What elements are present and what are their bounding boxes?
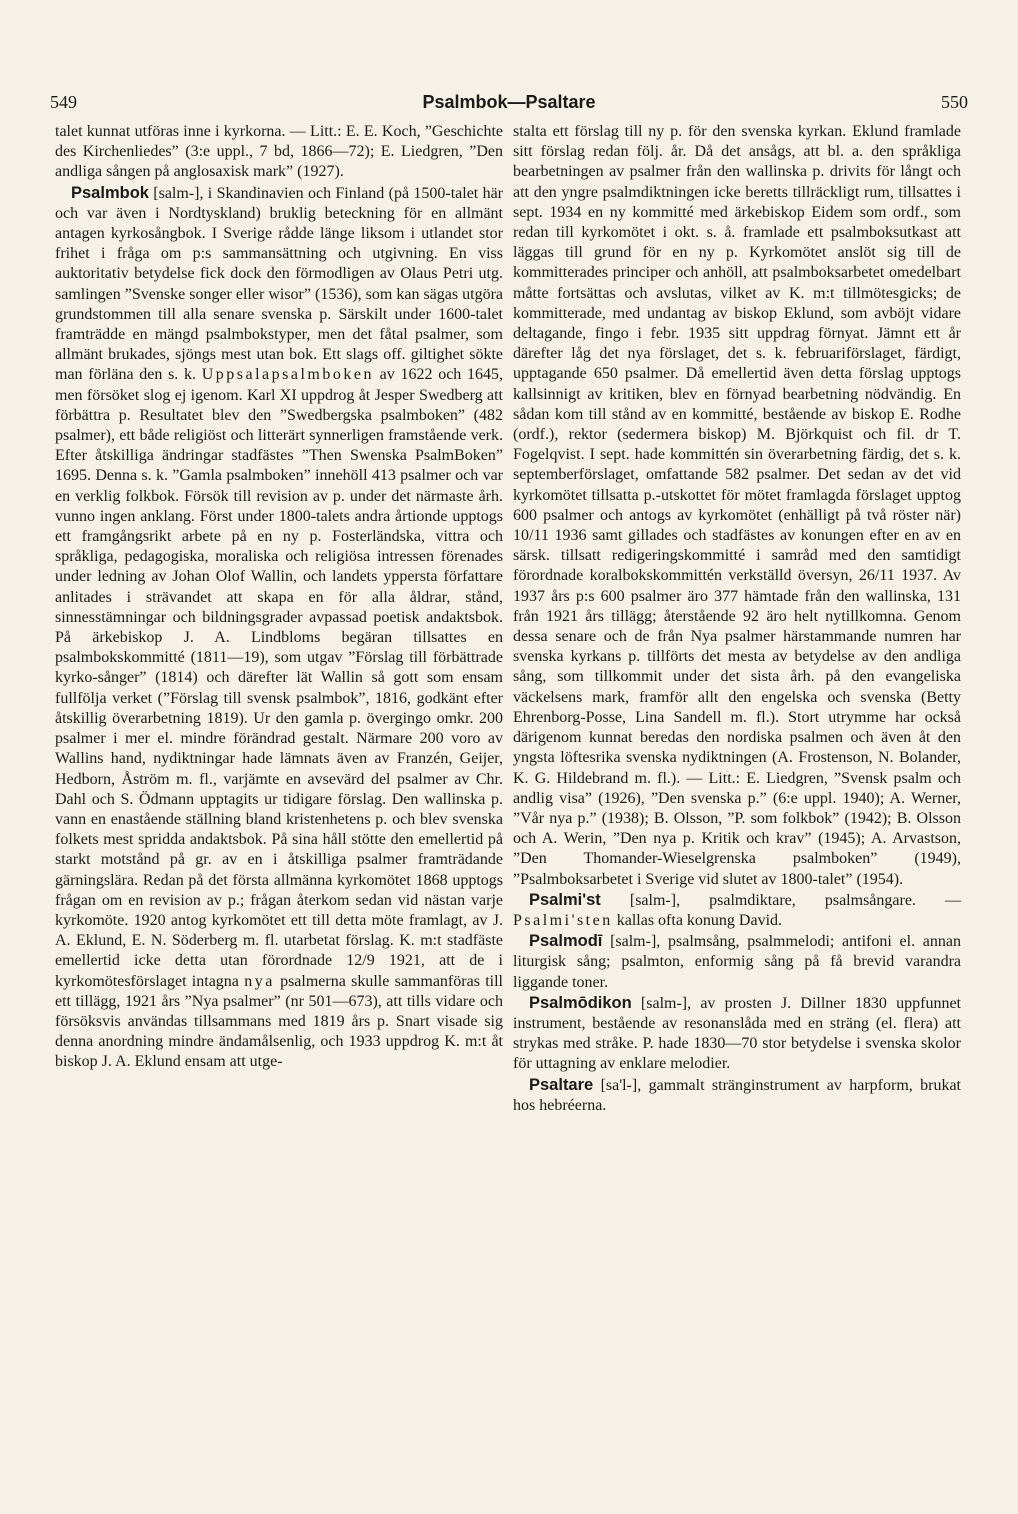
page-number-left: 549 bbox=[50, 92, 77, 112]
entry-text: [salm-], i Skandinavien och Finland (på 1500-talet här och var även i Nordtyskland) bruklig beteckning för en allmänt antagen kyrkosångbok. I Sverige rådde länge liksom i utlandet stor frihet i fråga om p:s sammansättning och utgivning. En viss auktoritativ betydelse fick dock den förmodligen av Olaus Petri utg. samlingen ”Svenske songer eller wisor” (1536), som kan sägas utgöra grundstommen till alla senare svenska p. Särskilt under 1600-talet framträdde en mängd psalmbokstyper, men det fåtal psalmer, som allmänt brukades, sjöngs mest utan bok. Ett slags off. giltighet sökte man förläna den s. k. bbox=[55, 184, 503, 384]
entry-text: [sa'l-], gammalt stränginstrument av harpform, brukat hos hebréerna. bbox=[513, 1076, 961, 1114]
entry-text: [salm-], psalmdiktare, psalmsångare. — bbox=[600, 891, 961, 909]
entry-text: 1937. Av 1937 års p:s 600 psalmer äro 377 hämtade från den wallinska, 131 från 1921 års tillägg; återstående 92 äro helt nytillkomna. Genom dessa senare och de från Nya psalmer härstammande numren har svenska kyrkans p. tillförts det mesta av betydelse av den andliga sång, som tillkommit under det sista årh. på den evangeliska väckelsens mark, framför allt den engelska och svenska (Betty Ehrenborg-Posse, Lina Sandell m. fl.). Stort utrymme har också därigenom kunnat beredas den nordiska psalmen och även åt den yngsta löftesrika svenska nydiktningen (A. Frostenson, N. Bolander, K. G. Hildebrand m. fl.). — Litt.: E. Liedgren, ”Svensk psalm och andlig visa” (1926), ”Den svenska p.” (6:e uppl. 1940); A. Werner, ”Vår nya p.” (1938); B. Olsson, ”P. som folkbok” (1942); B. Olsson och A. Werin, ”Den nya p. Kritik och krav” (1945); A. Arvastson, ”Den Thomander-Wieselgrenska psalmboken” (1949), ”Psalmboksarbetet i Sverige vid slutet av 1800-talet” (1954). bbox=[513, 567, 961, 888]
entry-psalmbok bbox=[55, 183, 503, 1073]
entry-text: 1921, att de i kyrkomötesförslaget intagna bbox=[55, 952, 503, 990]
entry-text: stalta ett förslag till ny p. för den svenska kyrkan. Eklund framlade sitt förslag redan följ. år. Då det ansågs, att bl. a. den språkliga bearbetningen av psalmer från den wallinska p. drivits för långt och att den yngre psalmdiktningen icke beretts tillräckligt rum, tillsattes i sept. 1934 en ny kommitté med ärkebiskop Eidem som ordf., som redan till kyrkomötet i okt. s. å. framlade ett psalmboksutkast att läggas till grund för en ny p. Kyrkomötet anslöt sig till de kommitterades principer och anhöll, att psalmboksarbetet omedelbart måtte fortsättas och avslutas, vilket av K. m:t tillmötesgicks; de kommitterade, med undantag av biskop Eklund, som avböjt vidare deltagande, fingo i febr. 1935 sitt uppdrag förnyat. Jämnt ett år därefter låg det nya förslaget, det s. k. februariförslaget, färdigt, upptagande 650 psalmer. Då emellertid även detta förslag upptogs kallsinnigt av kritiken, blev en förnyad bearbetning nödvändig. En sådan kom till stånd av en kommitté, bestående av biskop E. Rodhe (ordf.), rektor (sedermera biskop) M. Björkquist och fil. dr T. Fogelqvist. I sept. hade kommittén sin överarbetning färdig, det s. k. septemberförslaget, omfattande 582 psalmer. Det sedan av det vid kyrkomötet tillsatta p.-utskottet för mötet framlagda förslaget upptog 600 psalmer och antogs av kyrkomötet (enhälligt på två röster när) bbox=[513, 123, 961, 524]
page-number-right: 550 bbox=[941, 92, 968, 112]
date-fraction: 12/9 bbox=[346, 952, 375, 970]
date-fraction: 10/11 bbox=[513, 527, 549, 545]
headword: Psalmodī bbox=[529, 932, 603, 951]
entry-text: av 1622 och 1645, men försöket slog ej igenom. Karl XI uppdrog åt Jesper Swedberg att förbättra p. Resultatet blev den ”Swedbergska psalmboken” (482 psalmer), ett både religiöst och litterärt synnerligen framstående verk. Efter åtskilliga ändringar stadfästes ”Then Swenska PsalmBoken” 1695. Denna s. k. ”Gamla psalmboken” innehöll 413 psalmer och var en verklig folkbok. Försök till revision av p. under det närmaste årh. vunno ingen anklang. Först under 1800-talets andra årtionde upptogs ett framgångsrikt arbete på en ny p. Fosterländska, vittra och språkliga, pedagogiska, moraliska och religiösa intressen förenades under ledning av Johan Olof Wallin, och landets yppersta författare anlitades i strävandet att skapa en för alla åldrar, stånd, sinnesstämningar och bildningsgrader avpassad poetisk andaktsbok. På ärkebiskop J. A. Lindbloms begäran tillsattes en psalmbokskommitté (1811—19), som utgav ”Förslag till förbättrade kyrko-sånger” (1814) och därefter lät Wallin så gott som ensam fullfölja verket (”Förslag till svensk psalmbok”, 1816, godkänt efter åtskillig överarbetning 1819). Ur den gamla p. övergingo omkr. 200 psalmer i mer el. mindre förändrad gestalt. Närmare 200 voro av Wallins hand, nydiktningar hade lämnats även av Franzén, Geijer, Hedborn, Åström m. fl., varjämte en avsevärd del psalmer av Chr. Dahl och S. Ödmann upptagits ur tidigare förslag. Den wallinska p. vann en enastående ställning bland kristenhetens p. och blev svenska folkets mest spridda andaktsbok. På sina håll stötte den emellertid på starkt motstånd på gr. av en i åtskilliga psalmer framträdande gärningslära. Redan på det första allmänna kyrkomötet 1868 upptogs frågan om en revision av p.; frågan återkom sedan vid nästan varje kyrkomöte. 1920 antog kyrkomötet ett till detta möte framlagt, av J. A. Eklund, E. N. Söderberg m. fl. utarbetat förslag. K. m:t stadfäste emellertid icke detta utan förordnade bbox=[55, 366, 503, 970]
entry-psalmodikon bbox=[513, 993, 961, 1075]
entry-text: [salm-], av prosten J. Dillner 1830 uppfunnet instrument, bestående av resonanslåda med en sträng (el. flera) att strykas med stråke. P. hade 1830—70 stor betydelse i svenska skolor för uttagning av enklare melodier. bbox=[513, 994, 961, 1073]
date-fraction: 26/11 bbox=[858, 567, 895, 585]
spaced-term: Uppsalapsalmboken bbox=[201, 366, 374, 384]
spaced-term: Psalmi'sten bbox=[513, 911, 613, 929]
entry-text: psalmerna skulle sammanföras till ett tillägg, 1921 års ”Nya psalmer” (nr 501—673), att tills vidare och försöksvis användas tillsammans med 1819 års p. Snart visade sig denna anordning mindre ändamålsenlig, och 1933 uppdrog K. m:t åt biskop J. A. Eklund ensam att utge- bbox=[55, 972, 503, 1071]
headword: Psalmbok bbox=[71, 183, 149, 202]
headword: Psalmi'st bbox=[529, 890, 601, 909]
entry-text: 1936 samt gillades och stadfästes av konungen efter en av en särsk. tillsatt redigeringskommitté i samråd med den samtidigt förordnade koralbokskommittén verkställd översyn, bbox=[513, 527, 961, 585]
entry-psalmist bbox=[513, 890, 961, 931]
left-column bbox=[55, 122, 503, 1073]
spaced-term: nya bbox=[244, 972, 275, 990]
paragraph-continuation bbox=[513, 122, 961, 890]
running-title: Psalmbok—Psaltare bbox=[422, 92, 596, 112]
paragraph-continuation: talet kunnat utföras inne i kyrkorna. — Litt.: E. E. Koch, ”Geschichte des Kirchenliedes” (3:e uppl., 7 bd, 1866—72); E. Liedgren, ”Den andliga sången på anglosaxisk mark” (1927). bbox=[55, 123, 503, 181]
page-header bbox=[50, 92, 968, 114]
entry-psaltare bbox=[513, 1075, 961, 1116]
headword: Psaltare bbox=[529, 1075, 594, 1094]
entry-text: kallas ofta konung David. bbox=[612, 911, 783, 929]
entry-psalmodi bbox=[513, 931, 961, 993]
entry-text: [salm-], psalmsång, psalmmelodi; antifoni el. annan liturgisk sång; psalmton, enformig sång på få brevid varandra liggande toner. bbox=[513, 933, 961, 991]
headword: Psalmōdikon bbox=[529, 993, 632, 1012]
right-column bbox=[513, 122, 961, 1116]
